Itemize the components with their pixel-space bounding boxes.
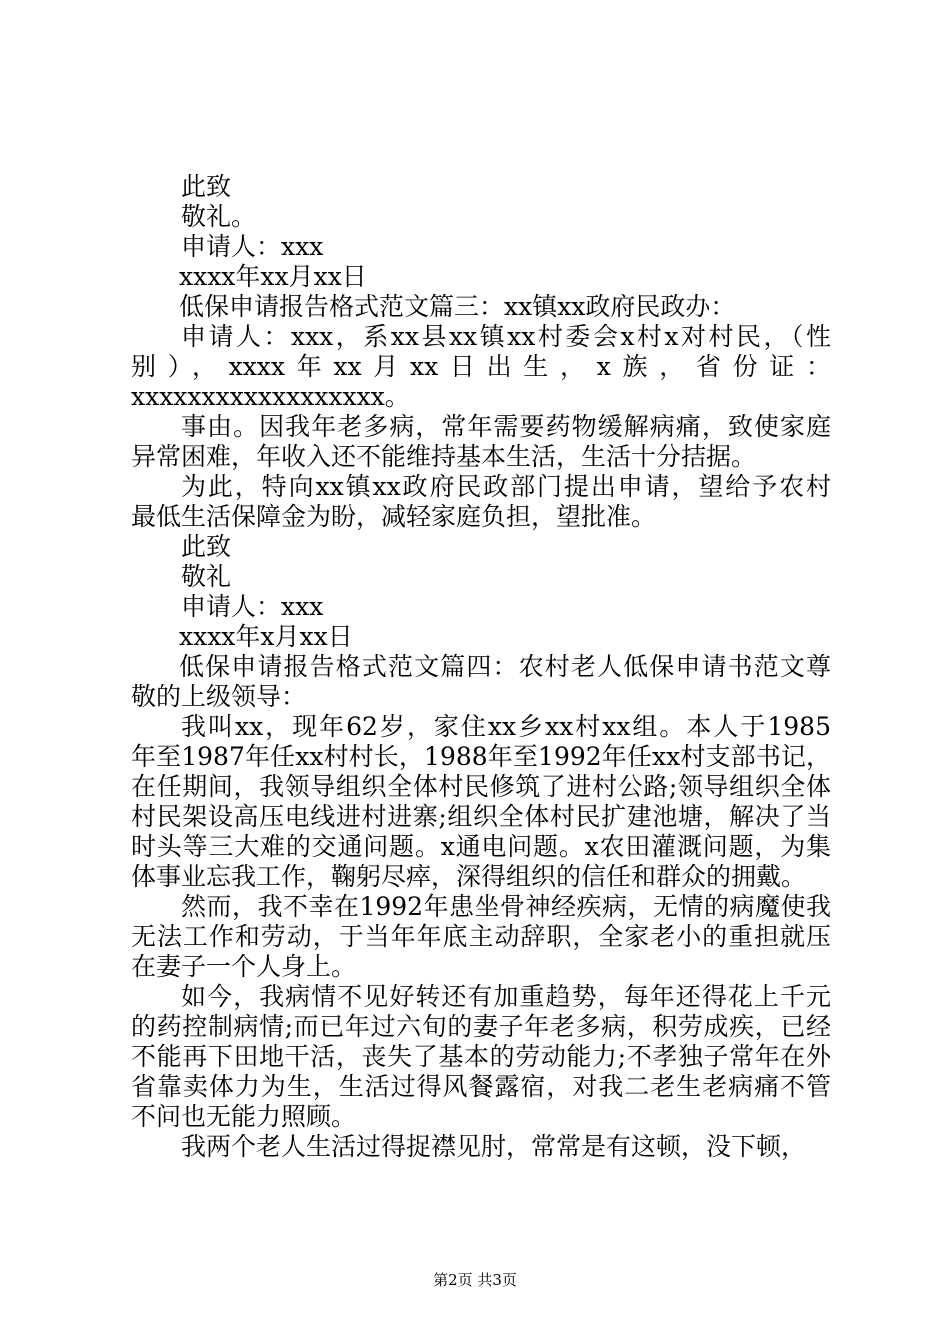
text-line: 年至1987年任xx村村长，1988年至1992年任xx村支部书记， <box>131 742 831 771</box>
text-line: 别），xxxx年xx月xx日出生，x族，省份证： <box>131 352 831 381</box>
text-line: 不问也无能力照顾。 <box>131 1102 357 1131</box>
text-line: 然而，我不幸在1992年患坐骨神经疾病，无情的病魔使我 <box>181 892 831 921</box>
text-line: 为此，特向xx镇xx政府民政部门提出申请，望给予农村 <box>181 472 831 501</box>
text-line: 的药控制病情;而已年过六旬的妻子年老多病，积劳成疾，已经 <box>131 1012 831 1041</box>
text-line: 时头等三大难的交通问题。x通电问题。x农田灌溉问题，为集 <box>131 832 831 861</box>
text-line: 申请人：xxx <box>181 592 324 621</box>
text-line: 省靠卖体力为生，生活过得风餐露宿，对我二老生老病痛不管 <box>131 1072 831 1101</box>
text-line: 敬的上级领导： <box>131 682 307 711</box>
text-line: 异常困难，年收入还不能维持基本生活，生活十分拮据。 <box>131 442 757 471</box>
text-line: 我叫xx，现年62岁，家住xx乡xx村xx组。本人于1985 <box>181 712 831 741</box>
text-line: 最低生活保障金为盼，减轻家庭负担，望批准。 <box>131 502 657 531</box>
text-line: 无法工作和劳动，于当年年底主动辞职，全家老小的重担就压 <box>131 922 831 951</box>
document-body <box>131 172 831 1162</box>
text-line: 在妻子一个人身上。 <box>131 952 357 981</box>
text-line: 敬礼。 <box>181 202 257 231</box>
text-line: 在任期间，我领导组织全体村民修筑了进村公路;领导组织全体 <box>131 772 831 801</box>
text-line: 申请人：xxx，系xx县xx镇xx村委会x村x对村民，（性 <box>181 322 831 351</box>
text-line: 体事业忘我工作，鞠躬尽瘁，深得组织的信任和群众的拥戴。 <box>131 862 807 891</box>
text-line: 如今，我病情不见好转还有加重趋势，每年还得花上千元 <box>181 982 831 1011</box>
text-line: 此致 <box>181 172 232 201</box>
text-line: 低保申请报告格式范文篇四：农村老人低保申请书范文尊 <box>179 652 831 681</box>
text-line: 事由。因我年老多病，常年需要药物缓解病痛，致使家庭 <box>181 412 831 441</box>
text-line: xxxx年x月xx日 <box>179 622 353 651</box>
text-line: xxxxxxxxxxxxxxxxxx。 <box>131 382 410 411</box>
text-line: xxxx年xx月xx日 <box>179 262 367 291</box>
text-line: 此致 <box>181 532 232 561</box>
text-line: 申请人：xxx <box>181 232 324 261</box>
page-footer: 第2页 共3页 <box>433 1271 517 1289</box>
text-line: 村民架设高压电线进村进寨;组织全体村民扩建池塘，解决了当 <box>131 802 831 831</box>
text-line: 不能再下田地干活，丧失了基本的劳动能力;不孝独子常年在外 <box>131 1042 831 1071</box>
text-line: 低保申请报告格式范文篇三：xx镇xx政府民政办： <box>179 292 736 321</box>
text-line: 敬礼 <box>181 562 232 591</box>
text-line: 我两个老人生活过得捉襟见肘，常常是有这顿，没下顿， <box>181 1132 807 1161</box>
